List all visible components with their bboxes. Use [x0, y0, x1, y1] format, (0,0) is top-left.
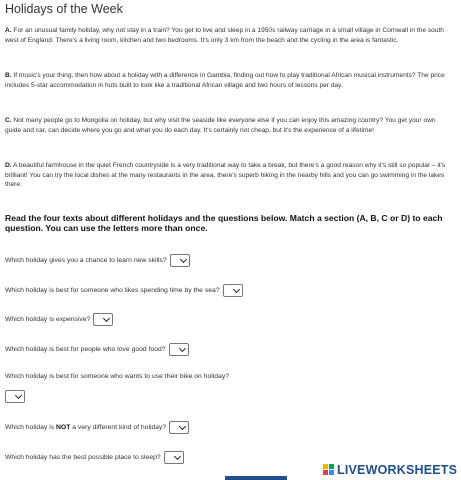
chevron-down-icon: [174, 453, 181, 460]
chevron-down-icon: [179, 345, 186, 352]
text-a-body: For an unusual family holiday, why not stay in a train? You get to live and sleep in a 1950s railway carriage in a small village in Cornwall in the south west of England. There's a living room, kitchen and two bedrooms. It's only 3 km from the beach and the cycling in the area is fantastic.: [5, 27, 444, 44]
page-title: Holidays of the Week: [5, 2, 123, 16]
question-6: [5, 421, 189, 434]
text-c-letter: C.: [5, 117, 12, 124]
text-d: [5, 161, 453, 190]
liveworksheets-logo-icon: [323, 464, 335, 476]
text-d-body: A beautiful farmhouse in the quiet French countryside is a very traditional way to take a break, but there's a good reason why it's still so popular – it's brilliant! You can try the local dishes at the many restaurants in the area, there's superb hiking in the nearby hills and you can go swimming in the lakes there.: [5, 162, 446, 189]
text-b-body: If music's your thing, then how about a holiday with a difference in Gambia, finding out how to play traditional African musical instruments? The price includes 5-star accommodation in huts built to look like a traditional African village and two hours of lessons per day.: [5, 72, 445, 89]
question-7-text: Which holiday has the best possible place to sleep?: [5, 454, 161, 461]
answer-select-2[interactable]: [223, 284, 243, 297]
logo-text: LIVEWORKSHEETS: [337, 463, 458, 477]
question-7: [5, 451, 184, 464]
question-6-emphasis: NOT: [56, 424, 71, 431]
text-d-letter: D.: [5, 162, 12, 169]
text-b-letter: B.: [5, 72, 12, 79]
liveworksheets-logo[interactable]: [323, 463, 457, 477]
text-c: [5, 116, 453, 135]
instructions: Read the four texts about different holidays and the questions below. Match a section (A, B, C or D) to each question. You can use the letters more than once.: [5, 213, 443, 233]
question-6-text: Which holiday is NOT a very different kind of holiday?: [5, 424, 167, 431]
answer-select-1[interactable]: [170, 254, 190, 267]
question-1-text: Which holiday gives you a chance to learn new skills?: [5, 257, 167, 264]
text-a: [5, 26, 453, 45]
chevron-down-icon: [103, 315, 110, 322]
answer-select-4[interactable]: [169, 343, 189, 356]
question-2-text: Which holiday is best for someone who likes spending time by the sea?: [5, 287, 220, 294]
chevron-down-icon: [233, 286, 240, 293]
text-a-letter: A.: [5, 27, 12, 34]
chevron-down-icon: [15, 392, 22, 399]
text-b: [5, 71, 453, 90]
text-c-body: Not many people go to Mongolia on holiday, but why visit the seaside like everyone else if you can enjoy this amazing country? You get your own guide and car, can decide where you go and what you do each day. It's certainly not cheap, but it's the experience of a lifetime!: [5, 117, 436, 134]
answer-select-7[interactable]: [164, 451, 184, 464]
answer-select-6[interactable]: [169, 421, 189, 434]
question-2: [5, 284, 243, 297]
question-3: [5, 313, 113, 326]
footer-bar: [225, 476, 287, 480]
question-5: [5, 373, 229, 380]
question-3-text: Which holiday is expensive?: [5, 316, 91, 323]
chevron-down-icon: [179, 423, 186, 430]
answer-select-3[interactable]: [93, 313, 113, 326]
question-1: [5, 254, 190, 267]
question-4-text: Which holiday is best for people who love good food?: [5, 346, 166, 353]
question-5-text: Which holiday is best for someone who wants to use their bike on holiday?: [5, 373, 230, 380]
question-4: [5, 343, 189, 356]
answer-select-5[interactable]: [5, 390, 25, 403]
chevron-down-icon: [180, 256, 187, 263]
